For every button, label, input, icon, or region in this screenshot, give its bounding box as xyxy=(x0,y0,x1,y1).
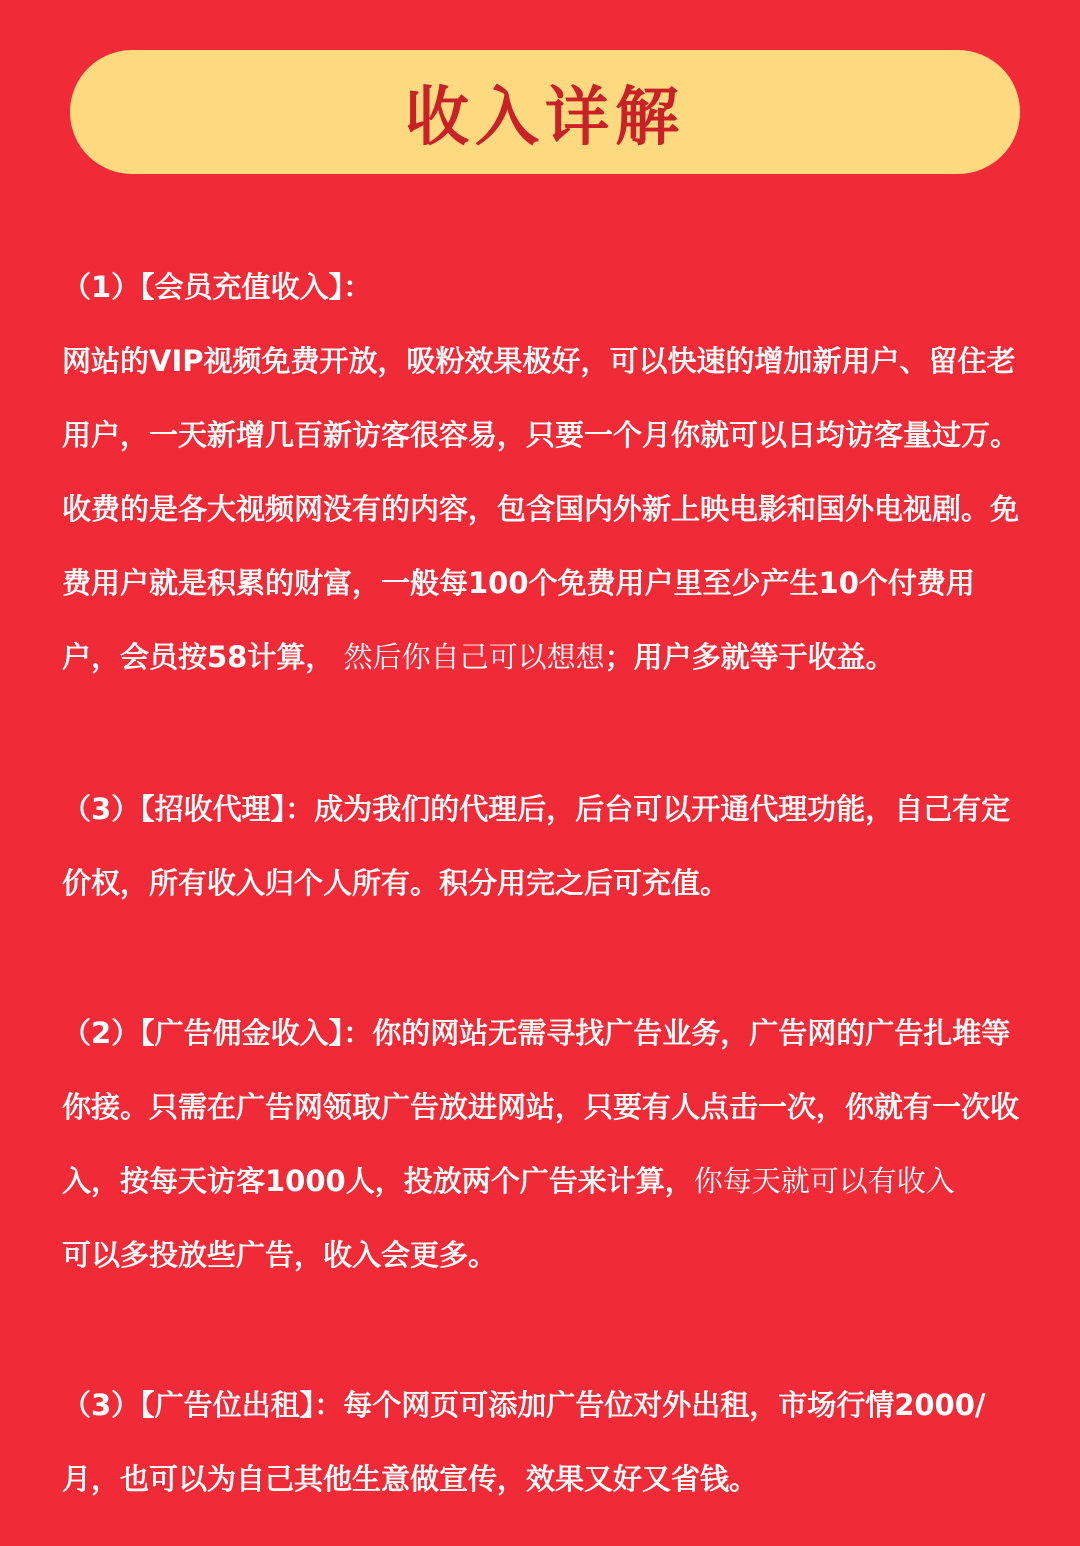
body-text-mid: ；用户多就等于 xyxy=(604,640,808,674)
heading-text: （3）【招收代理】： xyxy=(62,792,315,826)
section-body xyxy=(62,324,1024,694)
body-text: 你的网站无需寻找广告业务，广告网的广告扎堆等你接。只需在广告网领取广告放进网站，只要有人点击一次，你就有一次收入，按每天访客1000人，投放两个广告来计算， xyxy=(62,1016,1020,1198)
body-text-end: 。 xyxy=(865,640,895,674)
body-text: 网站的VIP视频免费开放，吸粉效果极好，可以快速的增加新用户、留住老用户，一天新增几百新访客很容易，只要一个月你就可以日均访客量过万。收费的是各大视频网没有的内容，包含国内外新上映电影和国外电视剧。免费用户就是积累的财富，一般每100个免费用户里至少产生10个付费用户，会员按58计算， xyxy=(62,344,1020,674)
heading-text: （1）【会员充值收入】： xyxy=(62,270,373,304)
body-text: 每个网页可添加广告位对外出租，市场行情2000/月，也可以为自己其他生意做宣传，效果又好又省钱。 xyxy=(62,1388,986,1496)
page-title: 收入详解 xyxy=(405,81,685,155)
body-text-plain: 然后你自己可以想想 xyxy=(334,640,605,674)
section-paragraph xyxy=(62,772,1024,920)
heading-text: （3）【广告位出租】： xyxy=(62,1388,344,1422)
body-text-end: 可以多投放些广告，收入会更多。 xyxy=(62,1238,498,1272)
body-text: 成为我们的代理后，后台可以开通代理功能，自己有定价权，所有收入归个人所有。积分用完之后可充值。 xyxy=(62,792,1011,900)
body-text-plain: 你每天就可以有收入 xyxy=(693,1164,955,1198)
section-ad-commission xyxy=(62,996,1024,1292)
section-paragraph xyxy=(62,996,1024,1292)
title-banner xyxy=(70,50,1020,174)
heading-text: （2）【广告佣金收入】： xyxy=(62,1016,373,1050)
section-ad-space-rental xyxy=(62,1368,1024,1516)
section-agent-recruit xyxy=(62,772,1024,920)
section-paragraph xyxy=(62,1368,1024,1516)
section-heading xyxy=(62,250,1024,324)
section-membership-income xyxy=(62,250,1024,694)
body-text-strong: 收益 xyxy=(807,640,866,674)
